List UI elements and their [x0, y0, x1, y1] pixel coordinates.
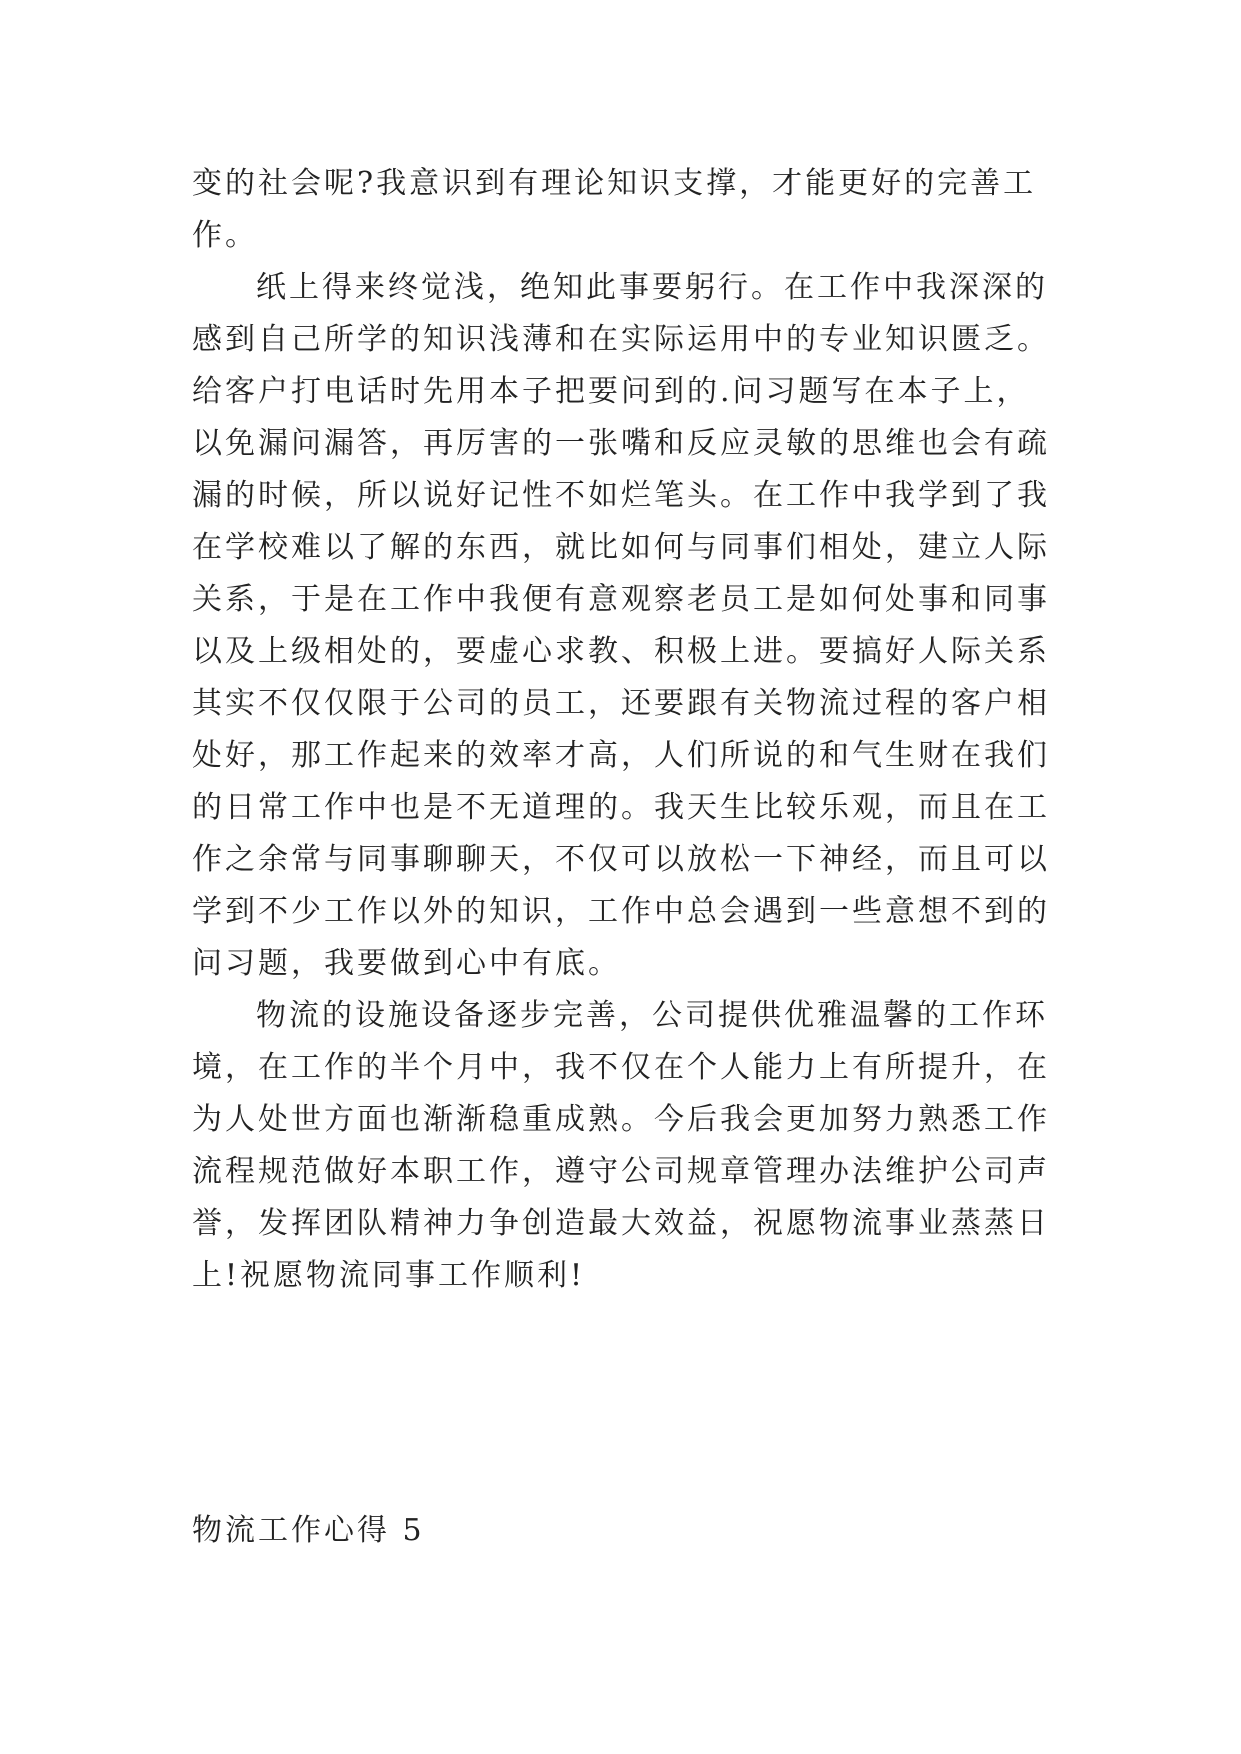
text-line: 流程规范做好本职工作，遵守公司规章管理办法维护公司声 — [192, 1154, 1050, 1189]
text-line: 漏的时候，所以说好记性不如烂笔头。在工作中我学到了我 — [192, 478, 1050, 513]
text-line: 为人处世方面也渐渐稳重成熟。今后我会更加努力熟悉工作 — [192, 1102, 1050, 1137]
text-line: 誉，发挥团队精神力争创造最大效益，祝愿物流事业蒸蒸日 — [192, 1206, 1050, 1241]
text-line: 物流的设施设备逐步完善，公司提供优雅温馨的工作环 — [256, 998, 1048, 1033]
paragraph-continuation — [192, 158, 1052, 262]
text-line: 以及上级相处的，要虚心求教、积极上进。要搞好人际关系 — [192, 634, 1050, 669]
text-line: 上!祝愿物流同事工作顺利! — [192, 1258, 586, 1293]
text-line: 给客户打电话时先用本子把要问到的.问习题写在本子上， — [192, 374, 1030, 409]
text-line: 学到不少工作以外的知识，工作中总会遇到一些意想不到的 — [192, 894, 1050, 929]
section-heading: 物流工作心得 5 — [192, 1513, 425, 1548]
text-line: 问习题，我要做到心中有底。 — [192, 946, 621, 981]
paragraph-3 — [192, 990, 1052, 1302]
document-body — [192, 158, 1052, 1302]
text-line: 其实不仅仅限于公司的员工，还要跟有关物流过程的客户相 — [192, 686, 1050, 721]
text-line: 处好，那工作起来的效率才高，人们所说的和气生财在我们 — [192, 738, 1050, 773]
text-line: 感到自己所学的知识浅薄和在实际运用中的专业知识匮乏。 — [192, 322, 1050, 357]
text-line: 以免漏问漏答，再厉害的一张嘴和反应灵敏的思维也会有疏 — [192, 426, 1050, 461]
text-line: 在学校难以了解的东西，就比如何与同事们相处，建立人际 — [192, 530, 1050, 565]
text-line: 作之余常与同事聊聊天，不仅可以放松一下神经，而且可以 — [192, 842, 1050, 877]
text-line: 境，在工作的半个月中，我不仅在个人能力上有所提升，在 — [192, 1050, 1050, 1085]
text-line: 作。 — [192, 218, 258, 253]
paragraph-2 — [192, 262, 1052, 990]
text-line: 关系，于是在工作中我便有意观察老员工是如何处事和同事 — [192, 582, 1050, 617]
text-line: 的日常工作中也是不无道理的。我天生比较乐观，而且在工 — [192, 790, 1050, 825]
text-line: 纸上得来终觉浅，绝知此事要躬行。在工作中我深深的 — [256, 270, 1048, 305]
text-line: 变的社会呢?我意识到有理论知识支撑，才能更好的完善工 — [192, 166, 1037, 201]
